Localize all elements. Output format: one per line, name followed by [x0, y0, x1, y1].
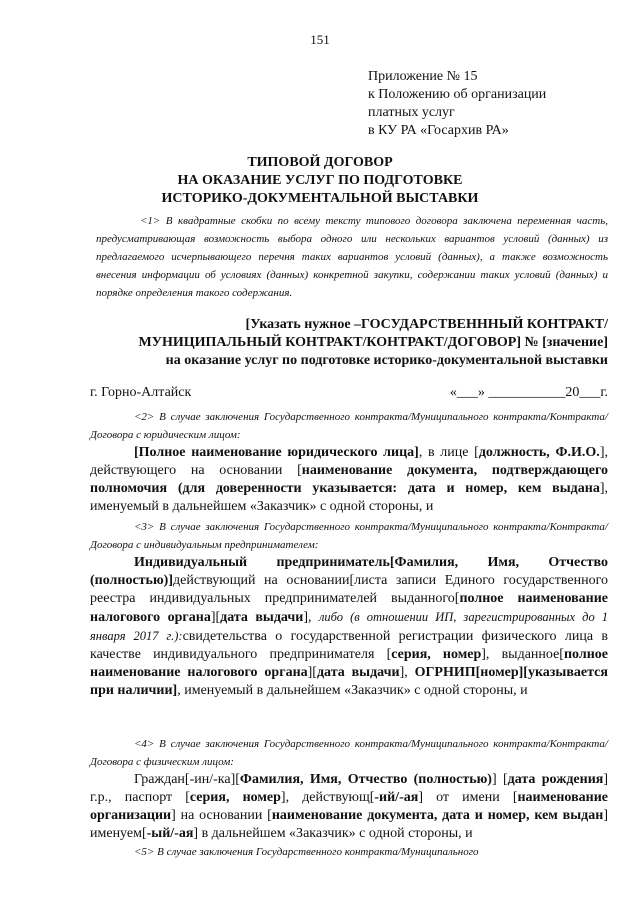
place-date-line — [90, 385, 608, 403]
contract-heading-line: [Указать нужное –ГОСУДАРСТВЕНННЫЙ КОНТРАКТ/ — [245, 317, 608, 332]
section-note: <2> В случае заключения Государственного контракта/Муниципального контракта/Контракта/Договора с юридическим лицом: — [90, 411, 608, 441]
appendix-line: в КУ РА «Госархив РА» — [368, 123, 509, 138]
section-note: <4> В случае заключения Государственного контракта/Муниципального контракта/Контракта/Договора с физическим лицом: — [90, 738, 608, 768]
city: г. Горно-Алтайск — [90, 385, 192, 400]
entrepreneur-paragraph: Индивидуальный предприниматель[Фамилия, Имя, Отчество (полностью)]действующий на основании[листа записи Единого государственного реестра индивидуальных предпринимателей выданного[полное наименование налогового органа][дата выдачи], либо (в отношении ИП, зарегистрированных до 1 января 2017 г.):свидетельства о государственной регистрации физического лица в качестве индивидуального предпринимателя [серия, номер], выданное[полное наименование налогового органа][дата выдачи], ОГРНИП[номер][указывается при наличии], именуемый в дальнейшем «Заказчик» с одной стороны, и — [90, 555, 609, 698]
contract-heading — [96, 316, 608, 370]
contract-heading-line: МУНИЦИПАЛЬНЫЙ КОНТРАКТ/КОНТРАКТ/ДОГОВОР] № [значение] — [138, 335, 608, 350]
title-line: НА ОКАЗАНИЕ УСЛУГ ПО ПОДГОТОВКЕ — [177, 173, 463, 188]
footnote-brackets: <1> В квадратные скобки по всему тексту типового договора заключена переменная часть, предусматривающая возможность выбора одного или нескольких вариантов условий (данных) из предлагаемого исчерпывающего перечня таких вариантов условий (данных), а также возможность внесения информации об условиях (данных) конкретной закупки, содержании таких условий (данных) и порядке определения такого содержания. — [96, 215, 608, 299]
individual-section — [90, 735, 608, 861]
date-blank: «___» ___________20___г. — [449, 385, 608, 400]
appendix-line: Приложение № 15 — [368, 69, 478, 84]
appendix-line: платных услуг — [368, 105, 455, 120]
section-note: <5> В случае заключения Государственного контракта/Муниципального — [134, 846, 479, 858]
document-title — [0, 154, 640, 208]
page-number: 151 — [310, 32, 330, 47]
section-note: <3> В случае заключения Государственного контракта/Муниципального контракта/Контракта/Договора с индивидуальным предпринимателем: — [90, 521, 608, 551]
individual-paragraph: Граждан[-ин/-ка][Фамилия, Имя, Отчество (полностью)] [дата рождения] г.р., паспорт [серия, номер], действующ[-ий/-ая] от имени [наименование организации] на основании [наименование документа, дата и номер, кем выдан] именуем[-ый/-ая] в дальнейшем «Заказчик» с одной стороны, и — [90, 772, 609, 841]
entrepreneur-section — [90, 518, 608, 700]
appendix-line: к Положению об организации — [368, 87, 547, 102]
title-line: ТИПОВОЙ ДОГОВОР — [247, 155, 393, 170]
contract-heading-line: на оказание услуг по подготовке историко-документальной выставки — [165, 353, 608, 368]
appendix-block — [368, 68, 546, 140]
title-line: ИСТОРИКО-ДОКУМЕНТАЛЬНОЙ ВЫСТАВКИ — [161, 191, 479, 206]
legal-entity-paragraph: [Полное наименование юридического лица], в лице [должность, Ф.И.О.], действующего на основании [наименование документа, подтверждающего полномочия (для доверенности указывается: дата и номер, кем выдана], именуемый в дальнейшем «Заказчик» с одной стороны, и — [90, 445, 608, 514]
legal-entity-section — [90, 408, 608, 516]
